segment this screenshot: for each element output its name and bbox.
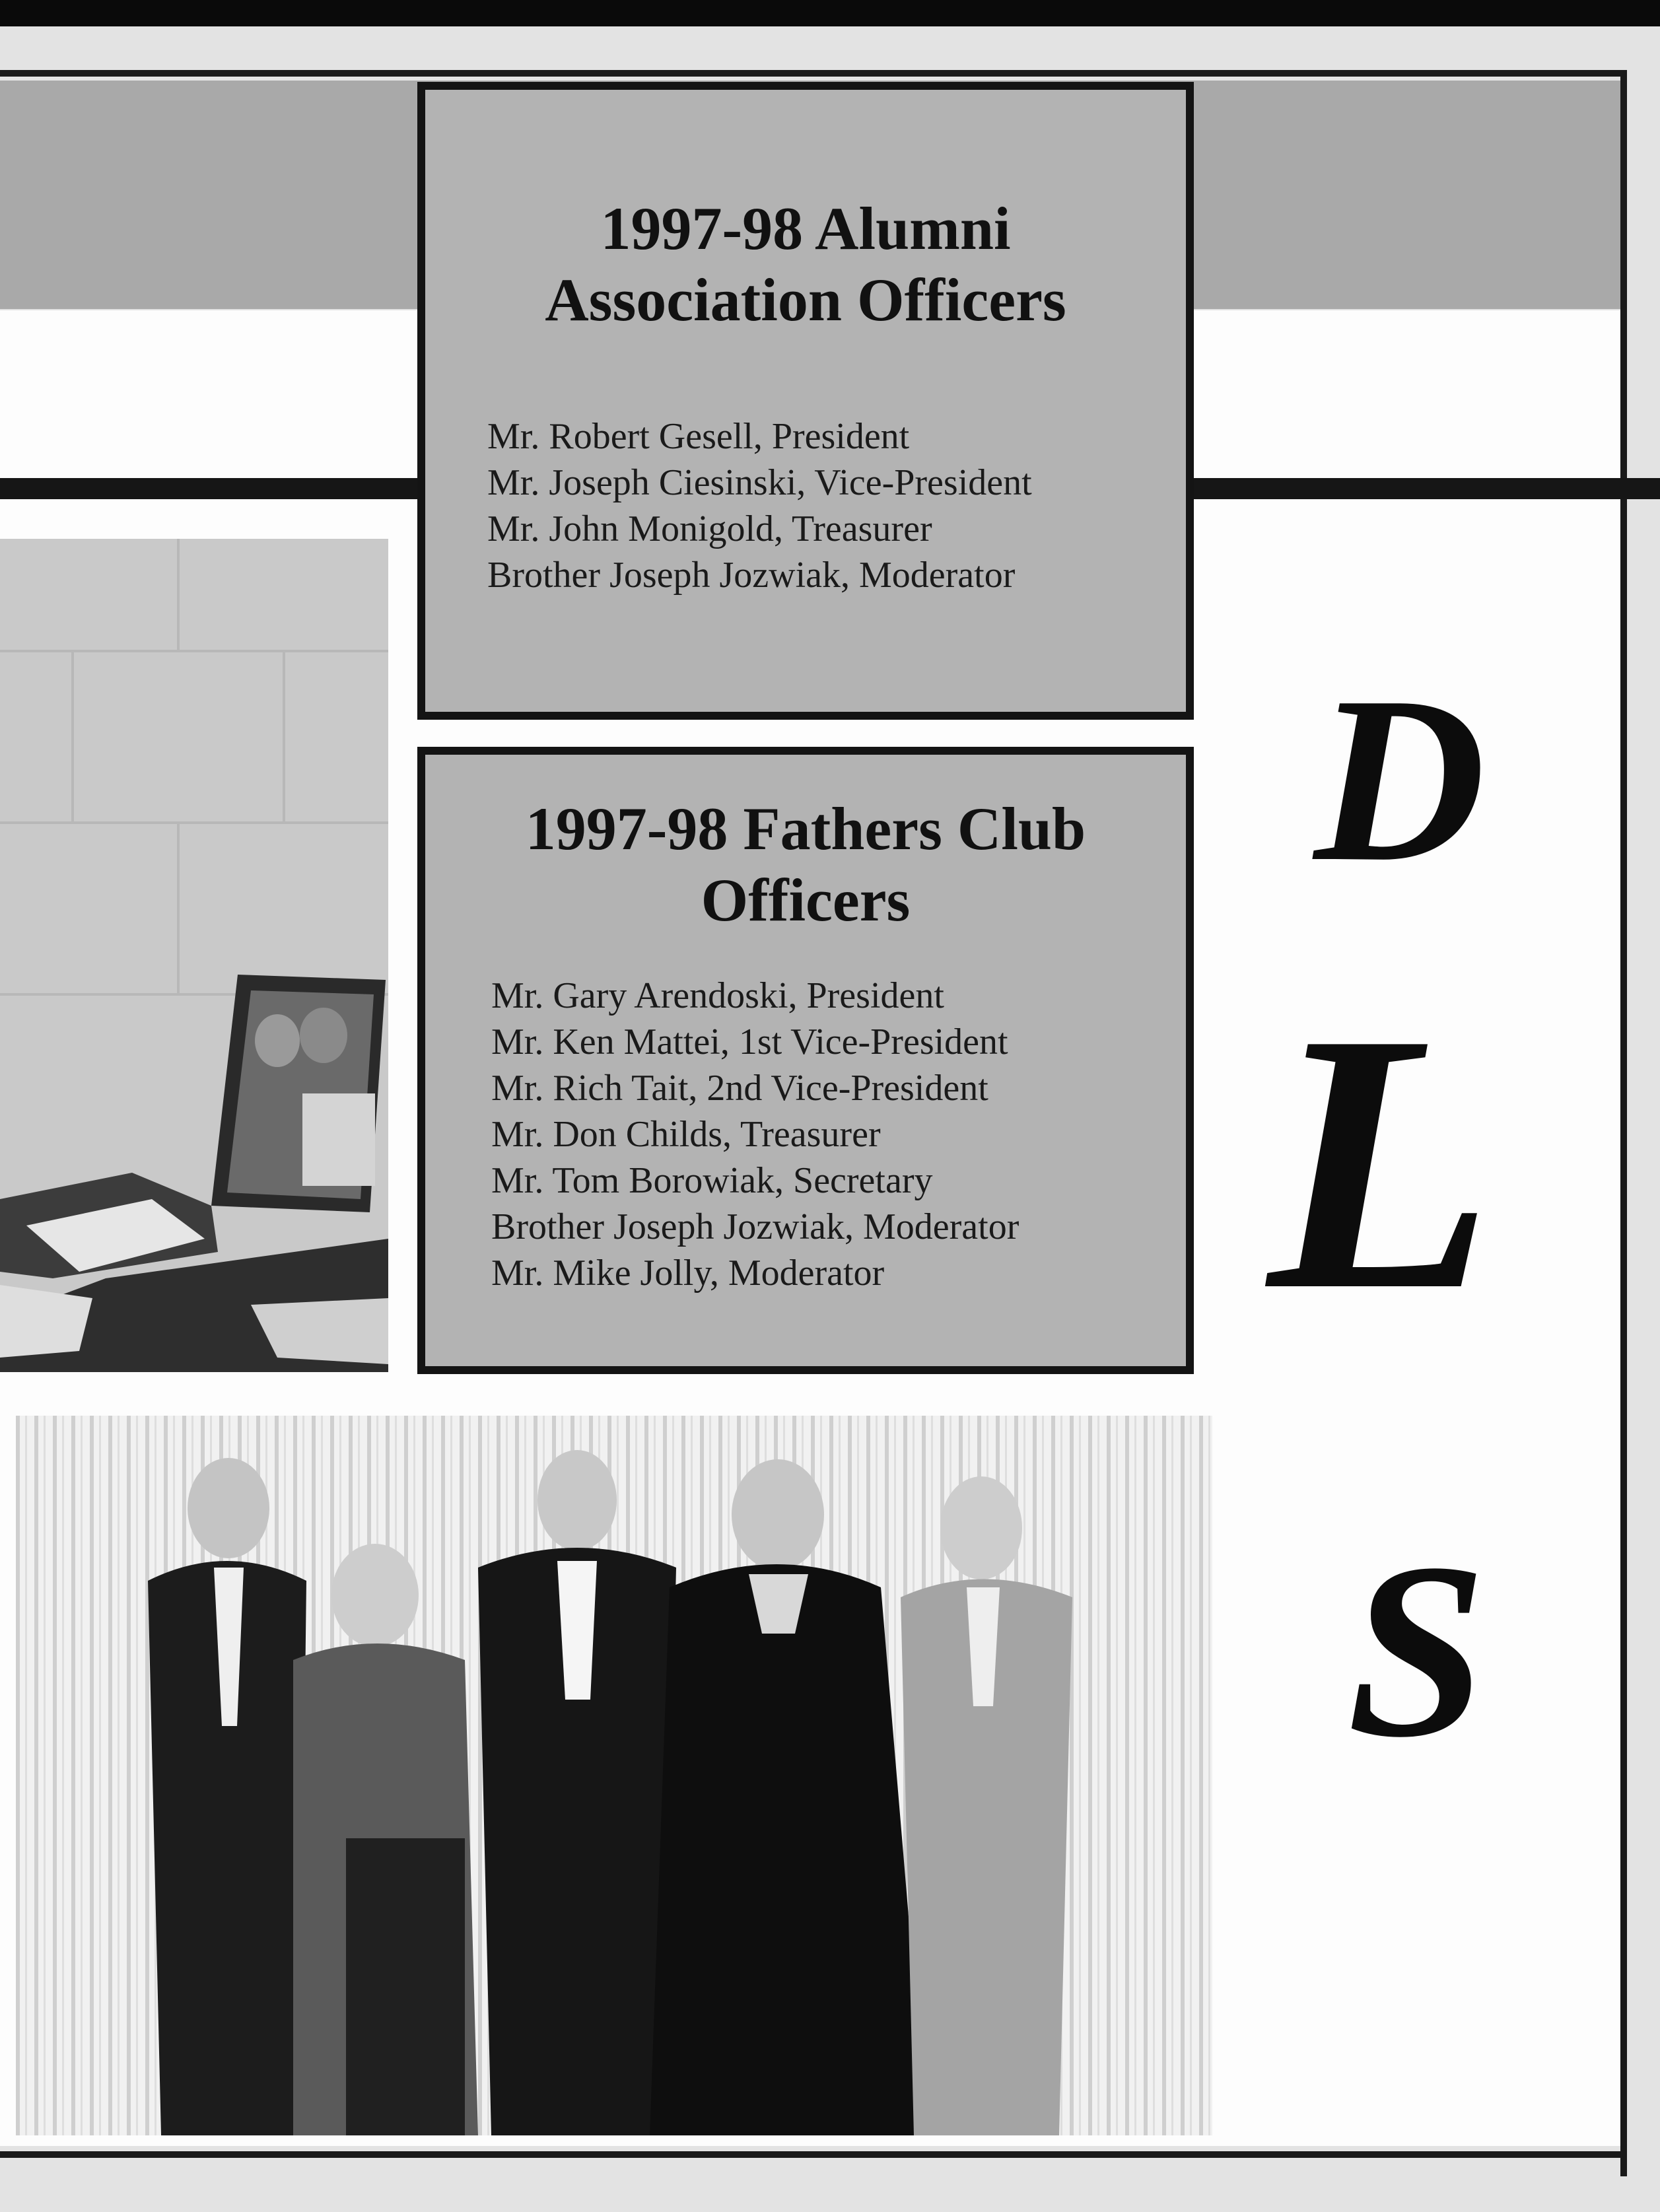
fathers-club-title-line2: Officers (701, 866, 911, 934)
list-item: Mr. John Monigold, Treasurer (487, 508, 932, 549)
fathers-club-officer-list (491, 973, 1186, 1296)
list-item: Mr. Tom Borowiak, Secretary (491, 1160, 933, 1201)
list-item: Mr. Ken Mattei, 1st Vice-President (491, 1021, 1008, 1062)
list-item: Mr. Gary Arendoski, President (491, 975, 944, 1016)
fathers-club-title-line1: 1997-98 Fathers Club (525, 795, 1086, 862)
list-item: Mr. Joseph Ciesinski, Vice-President (487, 462, 1032, 503)
fathers-club-officers-box (417, 747, 1194, 1374)
alumni-officers-box (417, 82, 1194, 720)
alumni-officer-list (487, 413, 1186, 598)
side-letter-l: L (1268, 957, 1494, 1367)
list-item: Brother Joseph Jozwiak, Moderator (487, 555, 1016, 596)
list-item: Brother Joseph Jozwiak, Moderator (491, 1206, 1020, 1247)
side-letter-s: S (1347, 1511, 1487, 1789)
fathers-club-title (425, 793, 1186, 936)
list-item: Mr. Mike Jolly, Moderator (491, 1253, 885, 1294)
list-item: Mr. Rich Tait, 2nd Vice-President (491, 1068, 988, 1109)
alumni-title (425, 193, 1186, 335)
alumni-title-line2: Association Officers (545, 266, 1066, 333)
top-border-rule (0, 70, 1624, 77)
alumni-title-line1: 1997-98 Alumni (600, 195, 1011, 262)
yearbook-page (0, 26, 1660, 2212)
officers-group-photo (16, 1416, 1212, 2135)
list-item: Mr. Don Childs, Treasurer (491, 1114, 881, 1155)
desk-photo (0, 539, 388, 1372)
right-border-rule (1620, 70, 1627, 2176)
bottom-border-rule (0, 2151, 1624, 2158)
side-letter-d: D (1314, 647, 1486, 911)
list-item: Mr. Robert Gesell, President (487, 416, 910, 457)
